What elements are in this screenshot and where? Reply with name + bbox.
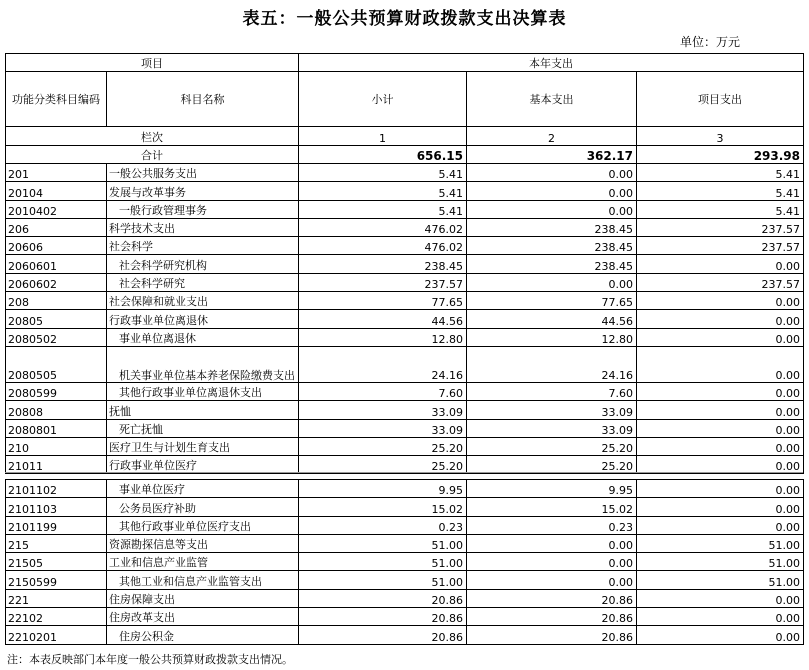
name-cell: 其他工业和信息产业监管支出 <box>107 571 299 589</box>
project-cell: 51.00 <box>637 571 804 589</box>
name-cell: 事业单位离退休 <box>107 328 299 346</box>
code-cell: 22102 <box>6 608 107 626</box>
name-cell: 社会科学 <box>107 237 299 255</box>
header-item: 项目 <box>6 54 299 72</box>
name-cell: 死亡抚恤 <box>107 419 299 437</box>
code-cell: 20104 <box>6 182 107 200</box>
code-cell: 2060602 <box>6 273 107 291</box>
code-cell: 2080599 <box>6 382 107 400</box>
name-cell: 其他行政事业单位离退休支出 <box>107 382 299 400</box>
project-cell: 0.00 <box>637 437 804 455</box>
name-cell: 住房保障支出 <box>107 589 299 607</box>
table-row <box>6 255 804 273</box>
project-cell: 0.00 <box>637 456 804 474</box>
header-basic: 基本支出 <box>467 72 637 127</box>
name-cell: 科学技术支出 <box>107 218 299 236</box>
table-row <box>6 589 804 607</box>
table-row <box>6 516 804 534</box>
column-number-label: 栏次 <box>6 127 299 146</box>
subtotal-cell: 51.00 <box>299 534 467 552</box>
total-label: 合计 <box>6 146 299 164</box>
project-cell: 5.41 <box>637 200 804 218</box>
header-name: 科目名称 <box>107 72 299 127</box>
subtotal-cell: 5.41 <box>299 164 467 182</box>
subtotal-cell: 0.23 <box>299 516 467 534</box>
subtotal-cell: 25.20 <box>299 437 467 455</box>
basic-cell: 0.23 <box>467 516 637 534</box>
name-cell: 社会科学研究 <box>107 273 299 291</box>
column-number-1: 1 <box>299 127 467 146</box>
project-cell: 51.00 <box>637 534 804 552</box>
header-project: 项目支出 <box>637 72 804 127</box>
table-row <box>6 346 804 382</box>
name-cell: 公务员医疗补助 <box>107 498 299 516</box>
project-cell: 0.00 <box>637 516 804 534</box>
basic-cell: 0.00 <box>467 534 637 552</box>
table-row <box>6 608 804 626</box>
subtotal-cell: 15.02 <box>299 498 467 516</box>
subtotal-cell: 20.86 <box>299 626 467 644</box>
code-cell: 2010402 <box>6 200 107 218</box>
project-cell: 0.00 <box>637 498 804 516</box>
code-cell: 20606 <box>6 237 107 255</box>
basic-cell: 0.00 <box>467 164 637 182</box>
subtotal-cell: 33.09 <box>299 401 467 419</box>
table-row <box>6 218 804 236</box>
basic-cell: 12.80 <box>467 328 637 346</box>
basic-cell: 238.45 <box>467 237 637 255</box>
code-cell: 2060601 <box>6 255 107 273</box>
basic-cell: 33.09 <box>467 401 637 419</box>
basic-cell: 238.45 <box>467 218 637 236</box>
project-cell: 0.00 <box>637 608 804 626</box>
project-cell: 0.00 <box>637 589 804 607</box>
code-cell: 221 <box>6 589 107 607</box>
subtotal-cell: 7.60 <box>299 382 467 400</box>
name-cell: 住房改革支出 <box>107 608 299 626</box>
table-row <box>6 237 804 255</box>
name-cell: 事业单位医疗 <box>107 480 299 498</box>
code-cell: 2080505 <box>6 346 107 382</box>
basic-cell: 238.45 <box>467 255 637 273</box>
project-cell: 0.00 <box>637 419 804 437</box>
subtotal-cell: 33.09 <box>299 419 467 437</box>
subtotal-cell: 51.00 <box>299 571 467 589</box>
table-row <box>6 200 804 218</box>
project-cell: 0.00 <box>637 626 804 644</box>
subtotal-cell: 25.20 <box>299 456 467 474</box>
table-row <box>6 534 804 552</box>
code-cell: 20808 <box>6 401 107 419</box>
name-cell: 社会保障和就业支出 <box>107 292 299 310</box>
subtotal-cell: 237.57 <box>299 273 467 291</box>
table-row <box>6 419 804 437</box>
code-cell: 2101199 <box>6 516 107 534</box>
code-cell: 2101102 <box>6 480 107 498</box>
basic-cell: 0.00 <box>467 273 637 291</box>
table-row <box>6 626 804 644</box>
subtotal-cell: 5.41 <box>299 200 467 218</box>
project-cell: 0.00 <box>637 328 804 346</box>
total-row <box>6 146 804 164</box>
subtotal-cell: 12.80 <box>299 328 467 346</box>
project-cell: 0.00 <box>637 292 804 310</box>
basic-cell: 44.56 <box>467 310 637 328</box>
table-row <box>6 164 804 182</box>
project-cell: 5.41 <box>637 164 804 182</box>
name-cell: 工业和信息产业监管 <box>107 553 299 571</box>
basic-cell: 20.86 <box>467 626 637 644</box>
expense-table <box>5 53 804 474</box>
header-code: 功能分类科目编码 <box>6 72 107 127</box>
table-row <box>6 480 804 498</box>
expense-table-continued <box>5 479 804 645</box>
basic-cell: 0.00 <box>467 553 637 571</box>
project-cell: 0.00 <box>637 310 804 328</box>
code-cell: 2150599 <box>6 571 107 589</box>
code-cell: 2080502 <box>6 328 107 346</box>
header-year-expense: 本年支出 <box>299 54 804 72</box>
subtotal-cell: 77.65 <box>299 292 467 310</box>
table-row <box>6 328 804 346</box>
table-row <box>6 273 804 291</box>
header-subtotal: 小计 <box>299 72 467 127</box>
basic-cell: 0.00 <box>467 200 637 218</box>
project-cell: 0.00 <box>637 401 804 419</box>
code-cell: 201 <box>6 164 107 182</box>
table-row <box>6 498 804 516</box>
subtotal-cell: 476.02 <box>299 237 467 255</box>
table-row <box>6 182 804 200</box>
page-separator <box>5 472 803 473</box>
code-cell: 20805 <box>6 310 107 328</box>
project-cell: 0.00 <box>637 255 804 273</box>
project-cell: 237.57 <box>637 237 804 255</box>
subtotal-cell: 44.56 <box>299 310 467 328</box>
table-title: 表五：一般公共预算财政拨款支出决算表 <box>242 9 567 29</box>
basic-cell: 20.86 <box>467 589 637 607</box>
name-cell: 其他行政事业单位医疗支出 <box>107 516 299 534</box>
basic-cell: 24.16 <box>467 346 637 382</box>
subtotal-cell: 476.02 <box>299 218 467 236</box>
footnote: 注：本表反映部门本年度一般公共预算财政拨款支出情况。 <box>7 653 293 666</box>
project-cell: 51.00 <box>637 553 804 571</box>
code-cell: 2080801 <box>6 419 107 437</box>
project-cell: 237.57 <box>637 218 804 236</box>
code-cell: 2101103 <box>6 498 107 516</box>
table-row <box>6 401 804 419</box>
table-row <box>6 382 804 400</box>
basic-cell: 9.95 <box>467 480 637 498</box>
name-cell: 一般行政管理事务 <box>107 200 299 218</box>
name-cell: 抚恤 <box>107 401 299 419</box>
name-cell: 行政事业单位医疗 <box>107 456 299 474</box>
subtotal-cell: 238.45 <box>299 255 467 273</box>
subtotal-cell: 5.41 <box>299 182 467 200</box>
subtotal-cell: 20.86 <box>299 608 467 626</box>
column-number-2: 2 <box>467 127 637 146</box>
code-cell: 210 <box>6 437 107 455</box>
table-row <box>6 437 804 455</box>
name-cell: 机关事业单位基本养老保险缴费支出 <box>107 346 299 382</box>
basic-cell: 25.20 <box>467 456 637 474</box>
table-row <box>6 571 804 589</box>
total-basic: 362.17 <box>467 146 637 164</box>
table-row <box>6 310 804 328</box>
subtotal-cell: 20.86 <box>299 589 467 607</box>
project-cell: 237.57 <box>637 273 804 291</box>
name-cell: 社会科学研究机构 <box>107 255 299 273</box>
name-cell: 医疗卫生与计划生育支出 <box>107 437 299 455</box>
subtotal-cell: 9.95 <box>299 480 467 498</box>
basic-cell: 33.09 <box>467 419 637 437</box>
name-cell: 发展与改革事务 <box>107 182 299 200</box>
code-cell: 206 <box>6 218 107 236</box>
subtotal-cell: 51.00 <box>299 553 467 571</box>
basic-cell: 77.65 <box>467 292 637 310</box>
code-cell: 215 <box>6 534 107 552</box>
name-cell: 资源勘探信息等支出 <box>107 534 299 552</box>
unit-label: 单位：万元 <box>680 35 741 49</box>
project-cell: 5.41 <box>637 182 804 200</box>
subtotal-cell: 24.16 <box>299 346 467 382</box>
column-number-3: 3 <box>637 127 804 146</box>
project-cell: 0.00 <box>637 480 804 498</box>
project-cell: 0.00 <box>637 346 804 382</box>
total-subtotal: 656.15 <box>299 146 467 164</box>
basic-cell: 15.02 <box>467 498 637 516</box>
basic-cell: 7.60 <box>467 382 637 400</box>
table-row <box>6 553 804 571</box>
code-cell: 21011 <box>6 456 107 474</box>
basic-cell: 0.00 <box>467 182 637 200</box>
name-cell: 行政事业单位离退休 <box>107 310 299 328</box>
total-project: 293.98 <box>637 146 804 164</box>
basic-cell: 25.20 <box>467 437 637 455</box>
name-cell: 一般公共服务支出 <box>107 164 299 182</box>
table-row <box>6 292 804 310</box>
name-cell: 住房公积金 <box>107 626 299 644</box>
code-cell: 208 <box>6 292 107 310</box>
basic-cell: 0.00 <box>467 571 637 589</box>
basic-cell: 20.86 <box>467 608 637 626</box>
code-cell: 21505 <box>6 553 107 571</box>
project-cell: 0.00 <box>637 382 804 400</box>
code-cell: 2210201 <box>6 626 107 644</box>
